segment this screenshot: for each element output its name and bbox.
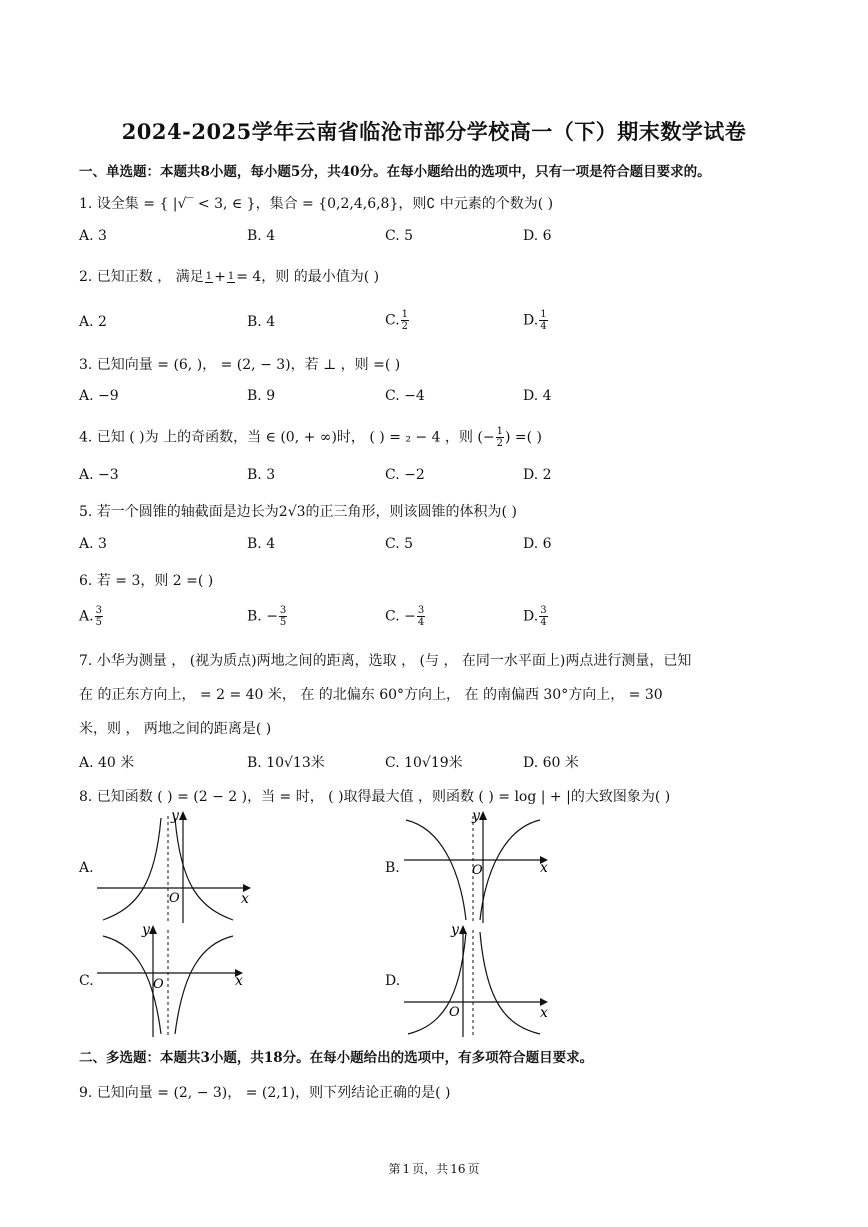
q5-option-b[interactable]: B. 4 [247,536,276,552]
question-2-stem: 2. 已知正数 ， 满足 1 + 1 = 4，则 的最小值为( ) [79,269,380,285]
q7-option-b[interactable]: B. 10√13米 [247,755,325,771]
section-single-choice: 一、单选题：本题共8小题，每小题5分，共40分。在每小题给出的选项中，只有一项是符合题目要求的。 [79,164,711,180]
q1-option-d[interactable]: D. 6 [523,228,552,244]
q7-option-a[interactable]: A. 40 米 [79,755,135,771]
question-7-stem-line-2: 在 的正东方向上， = 2 = 40 米， 在 的北偏东 60°方向上， 在 的南偏西 30°方向上， = 30 [79,687,663,703]
page-footer [0,1160,868,1177]
q6-option-b[interactable]: B. − $\frac{3}{5}$ [247,605,287,628]
q6-option-a[interactable]: A. $\frac{3}{5}$ [79,605,102,628]
q6-option-c[interactable]: C. − $\frac{3}{4}$ [385,605,425,628]
graph-b-y-label: y [472,808,480,824]
footer-page-number: 1 [402,1162,411,1176]
graph-a-y-label: y [171,808,179,824]
q5-option-d[interactable]: D. 6 [523,536,552,552]
q2-option-d[interactable]: D. $\frac{1}{4}$ [523,309,547,332]
q4-stem-part-a: 4. 已知 ( )为 上的奇函数，当 ∈ (0, + ∞)时， ( ) = ₂ − 4 ，则 (− [79,429,495,446]
question-5-stem: 5. 若一个圆锥的轴截面是边长为2√3的正三角形，则该圆锥的体积为( ) [79,504,517,520]
q6-option-d[interactable]: D. $\frac{3}{4}$ [523,605,547,628]
question-1-stem: 1. 设全集 = { |√‾ < 3, ∈ }，集合 = {0,2,4,6,8}，则∁ 中元素的个数为( ) [79,196,554,212]
q2-option-c[interactable]: C. $\frac{1}{2}$ [385,309,409,332]
q5-option-c[interactable]: C. 5 [385,536,414,552]
q2-stem-part-a: 2. 已知正数 ， 满足 [79,269,204,285]
q8-graph-d[interactable] [400,922,560,1040]
q3-option-d[interactable]: D. 4 [523,388,552,404]
q8-option-a-label[interactable]: A. [79,860,94,876]
question-8-stem: 8. 已知函数 ( ) = (2 − 2 )，当 = 时， ( )取得最大值 ，则函数 ( ) = log | + |的大致图象为( ) [79,789,671,805]
footer-suffix: 页 [467,1162,480,1176]
q1-option-b[interactable]: B. 4 [247,228,276,244]
graph-b-origin: O [472,863,483,878]
footer-mid: 页，共 [412,1162,449,1176]
q2-option-a[interactable]: A. 2 [79,314,107,330]
q4-option-b[interactable]: B. 3 [247,467,276,483]
section-multiple-choice: 二、多选题：本题共3小题，共18分。在每小题给出的选项中，有多项符合题目要求。 [79,1050,594,1066]
footer-total-pages: 16 [450,1162,466,1176]
q8-option-c-label[interactable]: C. [79,973,94,989]
graph-c-origin: O [153,977,164,992]
question-6-stem: 6. 若 = 3，则 2 =( ) [79,573,214,589]
q3-option-a[interactable]: A. −9 [79,388,119,404]
graph-c-y-label: y [142,922,150,938]
q8-graph-b[interactable] [400,808,560,926]
question-4-stem [79,426,542,449]
q3-option-c[interactable]: C. −4 [385,388,425,404]
q5-option-a[interactable]: A. 3 [79,536,107,552]
graph-a-x-label: x [241,891,249,907]
q2-fraction-2: 1 [227,271,235,282]
question-7-stem-line-3: 米，则 ， 两地之间的距离是( ) [79,721,272,737]
q8-graph-a[interactable] [95,808,255,926]
question-3-stem: 3. 已知向量 = (6, )， = (2, − 3)，若 ⊥ ，则 =( ) [79,357,401,373]
graph-d-origin: O [449,1005,460,1020]
q7-option-d[interactable]: D. 60 米 [523,755,579,771]
q3-option-b[interactable]: B. 9 [247,388,276,404]
graph-a-origin: O [169,891,180,906]
q1-option-a[interactable]: A. 3 [79,228,107,244]
q1-option-c[interactable]: C. 5 [385,228,414,244]
footer-prefix: 第 [388,1162,401,1176]
q8-option-d-label[interactable]: D. [385,973,401,989]
q8-option-b-label[interactable]: B. [385,860,400,876]
q4-option-a[interactable]: A. −3 [79,467,119,483]
q8-graph-c[interactable] [95,922,255,1040]
q4-option-d[interactable]: D. 2 [523,467,552,483]
q4-stem-part-b: ) =( ) [505,429,543,446]
q2-option-b[interactable]: B. 4 [247,314,276,330]
q7-option-c[interactable]: C. 10√19米 [385,755,463,771]
q4-option-c[interactable]: C. −2 [385,467,425,483]
graph-c-x-label: x [235,973,243,989]
q4-fraction: $\frac{1}{2}$ [496,426,503,449]
page-title: 2024-2025学年云南省临沧市部分学校高一（下）期末数学试卷 [121,119,747,144]
graph-d-x-label: x [540,1005,548,1021]
q2-stem-part-b: = 4，则 的最小值为( ) [236,269,380,285]
q2-fraction-1: 1 [205,271,213,282]
question-7-stem-line-1: 7. 小华为测量 ， (视为质点)两地之间的距离，选取 ， (与 ， 在同一水平面上)两点进行测量，已知 [79,653,692,669]
graph-b-x-label: x [540,860,548,876]
graph-d-y-label: y [451,922,459,938]
question-9-stem: 9. 已知向量 = (2, − 3)， = (2,1)，则下列结论正确的是( ) [79,1085,451,1101]
